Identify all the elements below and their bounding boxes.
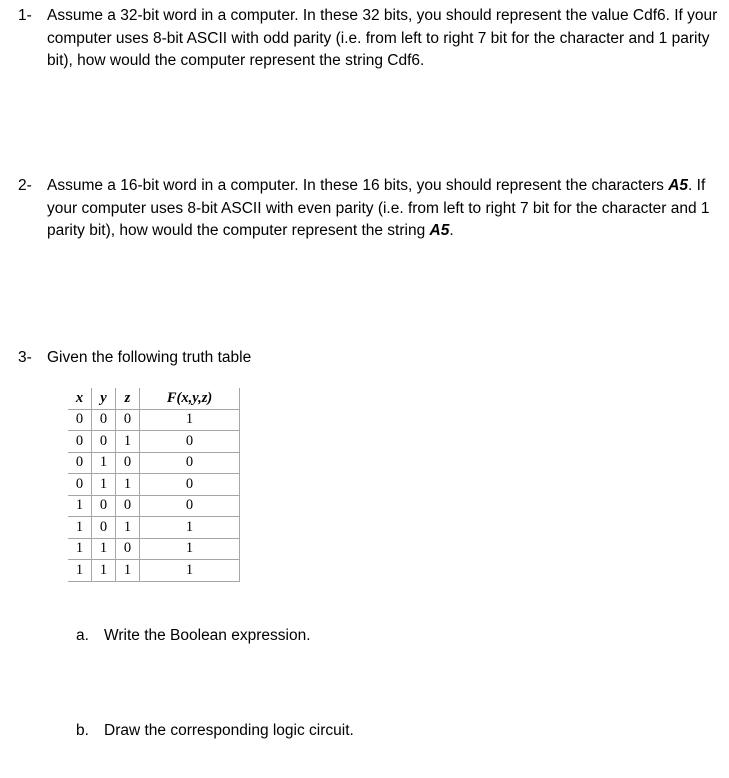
- cell-x: 0: [68, 409, 92, 431]
- cell-y: 0: [92, 495, 116, 517]
- subpart-a-letter: a.: [76, 627, 89, 644]
- table-row: [68, 474, 240, 496]
- cell-x: 0: [68, 474, 92, 496]
- table-row: [68, 452, 240, 474]
- cell-y: 0: [92, 409, 116, 431]
- cell-f: 1: [140, 517, 240, 539]
- table-row: [68, 409, 240, 431]
- cell-z: 0: [116, 538, 140, 560]
- cell-y: 1: [92, 538, 116, 560]
- cell-x: 1: [68, 495, 92, 517]
- cell-z: 0: [116, 409, 140, 431]
- cell-f: 0: [140, 431, 240, 453]
- question-3-text: Given the following truth table: [47, 349, 252, 366]
- table-row: [68, 495, 240, 517]
- header-x: x: [68, 388, 92, 409]
- subpart-b-text: Draw the corresponding logic circuit.: [104, 722, 354, 739]
- table-row: [68, 538, 240, 560]
- question-2-text: [47, 175, 719, 243]
- cell-x: 0: [68, 452, 92, 474]
- cell-y: 1: [92, 560, 116, 582]
- question-2-text-part: Assume a 16-bit word in a computer. In these 16 bits, you should represent the characters: [47, 177, 669, 194]
- table-row: [68, 560, 240, 582]
- question-2-emphasis: A5: [429, 222, 450, 239]
- question-2: [18, 175, 718, 243]
- question-2-text-part: . If your computer uses 8-bit ASCII with even parity (i.e. from left to right 7 bit for the character and 1 parity bit), how would the computer represent the string: [47, 177, 710, 239]
- header-f: F(x,y,z): [140, 388, 240, 409]
- cell-x: 1: [68, 538, 92, 560]
- cell-f: 0: [140, 452, 240, 474]
- table-row: [68, 431, 240, 453]
- table-row: [68, 517, 240, 539]
- truth-table-header-row: [68, 388, 240, 409]
- cell-f: 1: [140, 409, 240, 431]
- question-3-number: 3-: [18, 349, 32, 366]
- subpart-a-text: Write the Boolean expression.: [104, 627, 311, 644]
- header-y: y: [92, 388, 116, 409]
- question-1-text: Assume a 32-bit word in a computer. In these 32 bits, you should represent the value Cdf6. If your computer uses 8-bit ASCII with odd parity (i.e. from left to right 7 bit for the character and 1 parity bit), how would the computer represent the string Cdf6.: [47, 7, 718, 69]
- cell-z: 0: [116, 495, 140, 517]
- question-1-number: 1-: [18, 7, 32, 24]
- cell-x: 1: [68, 560, 92, 582]
- cell-f: 0: [140, 474, 240, 496]
- subpart-b: [76, 720, 354, 742]
- cell-z: 0: [116, 452, 140, 474]
- question-1: [18, 5, 718, 73]
- cell-y: 0: [92, 517, 116, 539]
- subpart-a: [76, 625, 311, 647]
- cell-z: 1: [116, 431, 140, 453]
- header-z: z: [116, 388, 140, 409]
- cell-f: 0: [140, 495, 240, 517]
- cell-y: 1: [92, 474, 116, 496]
- question-2-emphasis: A5: [668, 177, 689, 194]
- cell-z: 1: [116, 517, 140, 539]
- cell-x: 0: [68, 431, 92, 453]
- truth-table: [68, 388, 240, 582]
- cell-y: 1: [92, 452, 116, 474]
- question-3: [18, 347, 718, 370]
- cell-z: 1: [116, 474, 140, 496]
- cell-z: 1: [116, 560, 140, 582]
- subpart-b-letter: b.: [76, 722, 89, 739]
- cell-f: 1: [140, 560, 240, 582]
- cell-x: 1: [68, 517, 92, 539]
- cell-f: 1: [140, 538, 240, 560]
- cell-y: 0: [92, 431, 116, 453]
- question-2-text-part: .: [449, 222, 454, 239]
- question-2-number: 2-: [18, 177, 32, 194]
